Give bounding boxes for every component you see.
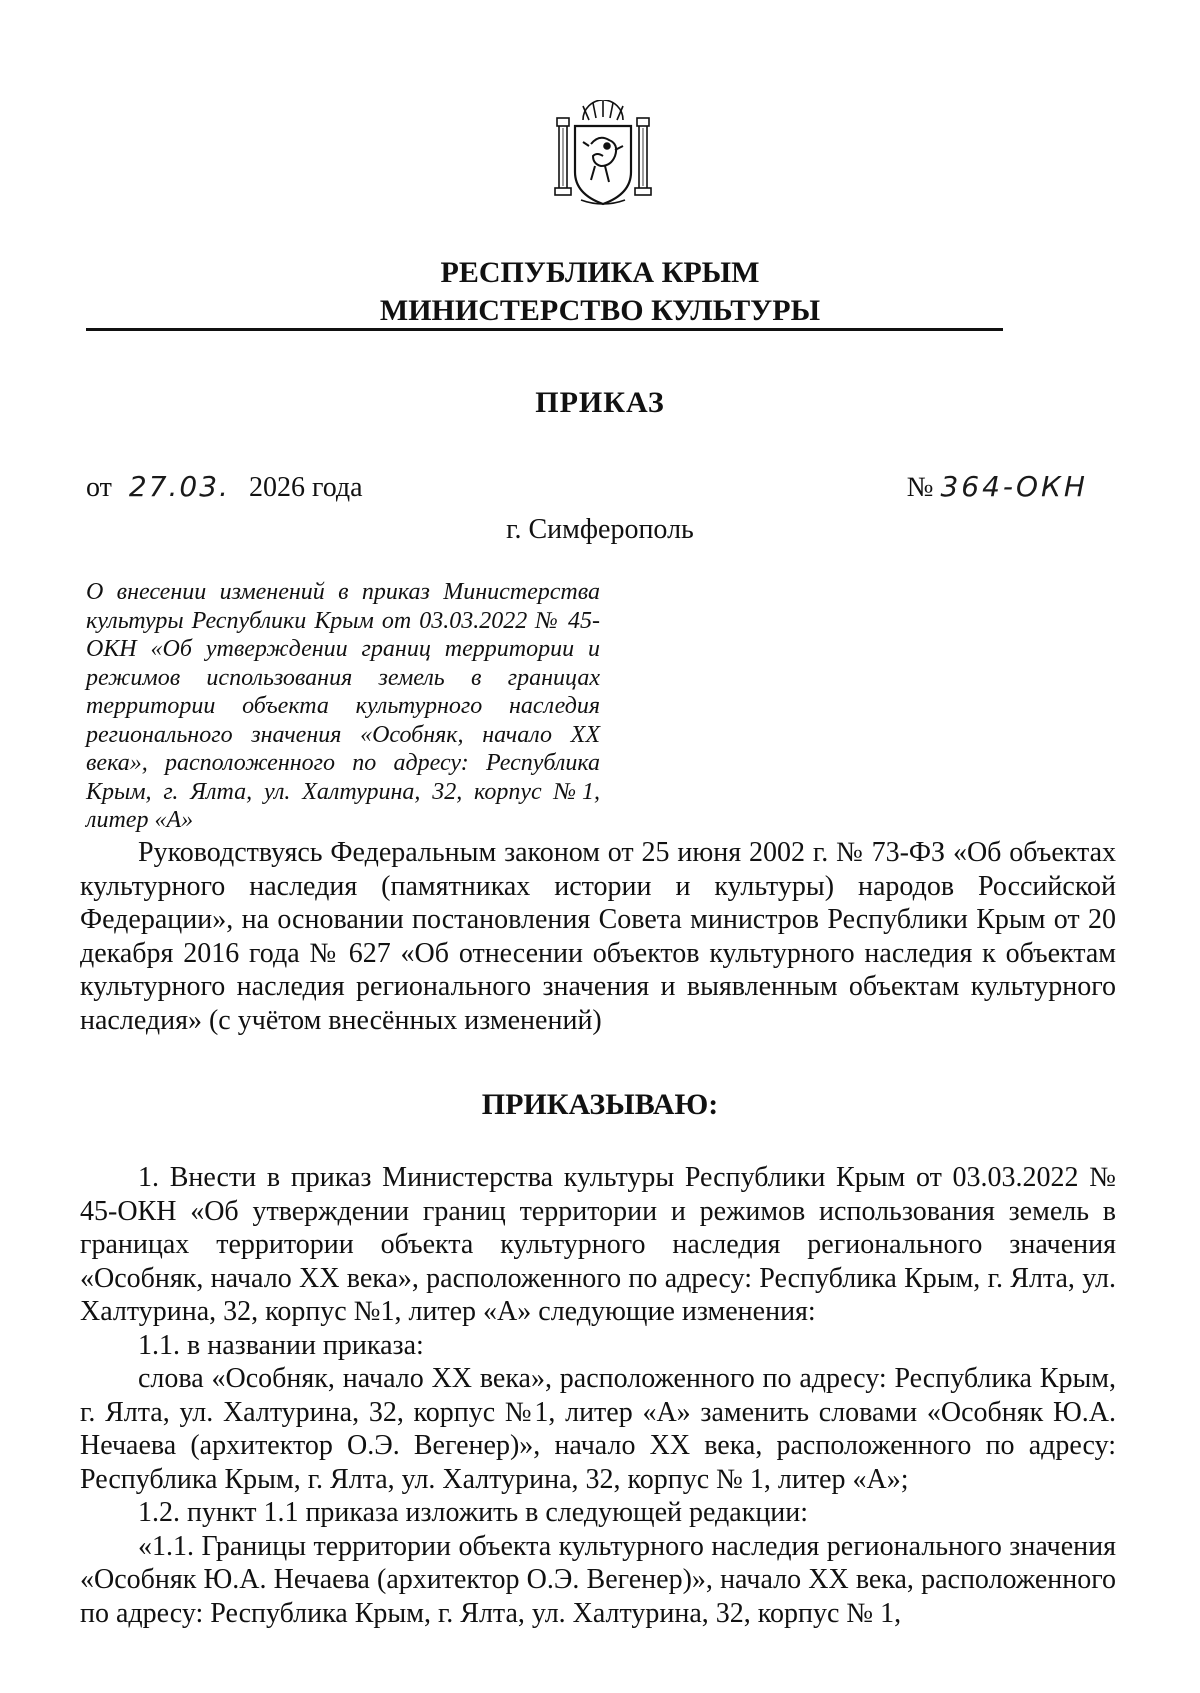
date-suffix: 2026 года [248,472,363,503]
paragraph-1-2: 1.2. пункт 1.1 приказа изложить в следующей редакции: [138,1497,809,1528]
header-divider [86,328,1003,331]
paragraph-1: 1. Внести в приказ Министерства культуры Республики Крым от 03.03.2022 № 45-ОКН «Об утверждении границ территории и режимов использования земель в границах территории объекта культурного наследия регионального значения «Особняк, начало XX века», расположенного по адресу: Республика Крым, г. Ялта, ул. Халтурина, 32, корпус №1, литер «А» следующие изменения: [80,1162,1116,1327]
document-type: ПРИКАЗ [535,386,665,419]
date-handwritten: 27.03. [128,470,230,503]
number-handwritten: 364-ОКН [940,470,1088,503]
order-body [80,1161,1116,1630]
order-subject: О внесении изменений в приказ Министерства культуры Республики Крым от 03.03.2022 № 45-ОКН «Об утверждении границ территории и режимов использования земель в границах территории объекта культурного наследия регионального значения «Особняк, начало XX века», расположенного по адресу: Республика Крым, г. Ялта, ул. Халтурина, 32, корпус №1, литер «А» [86,579,600,833]
paragraph-1-1-text: слова «Особняк, начало XX века», расположенного по адресу: Республика Крым, г. Ялта, ул. Халтурина, 32, корпус №1, литер «А» заменить словами «Особняк Ю.А. Нечаева (архитектор О.Э. Вегенер)», начало XX века, расположенного по адресу: Республика Крым, г. Ялта, ул. Халтурина, 32, корпус № 1, литер «А»; [80,1363,1116,1495]
paragraph-1-1: 1.1. в названии приказа: [138,1329,424,1361]
paragraph-1-2-text: «1.1. Границы территории объекта культурного наследия регионального значения «Особняк Ю.А. Нечаева (архитектор О.Э. Вегенер)», начало XX века, расположенного по адресу: Республика Крым, г. Ялта, ул. Халтурина, 32, корпус № 1, [80,1530,1116,1629]
preamble-paragraph: Руководствуясь Федеральным законом от 25 июня 2002 г. № 73-ФЗ «Об объектах культурного наследия (памятниках истории и культуры) народов Российской Федерации», на основании постановления Совета министров Республики Крым от 20 декабря 2016 года № 627 «Об отнесении объектов культурного наследия к объектам культурного наследия регионального значения и выявленным объектам культурного наследия» (с учётом внесённых изменений) [80,837,1116,1036]
document-date [86,470,363,504]
document-number [907,470,1088,504]
ministry-title: МИНИСТЕРСТВО КУЛЬТУРЫ [379,294,821,327]
date-prefix: от [86,472,112,503]
number-prefix: № [906,472,934,503]
city: г. Симферополь [506,514,694,545]
order-heading: ПРИКАЗЫВАЮ: [481,1088,719,1121]
crimea-coat-of-arms-icon [553,100,653,208]
republic-title: РЕСПУБЛИКА КРЫМ [440,256,760,289]
